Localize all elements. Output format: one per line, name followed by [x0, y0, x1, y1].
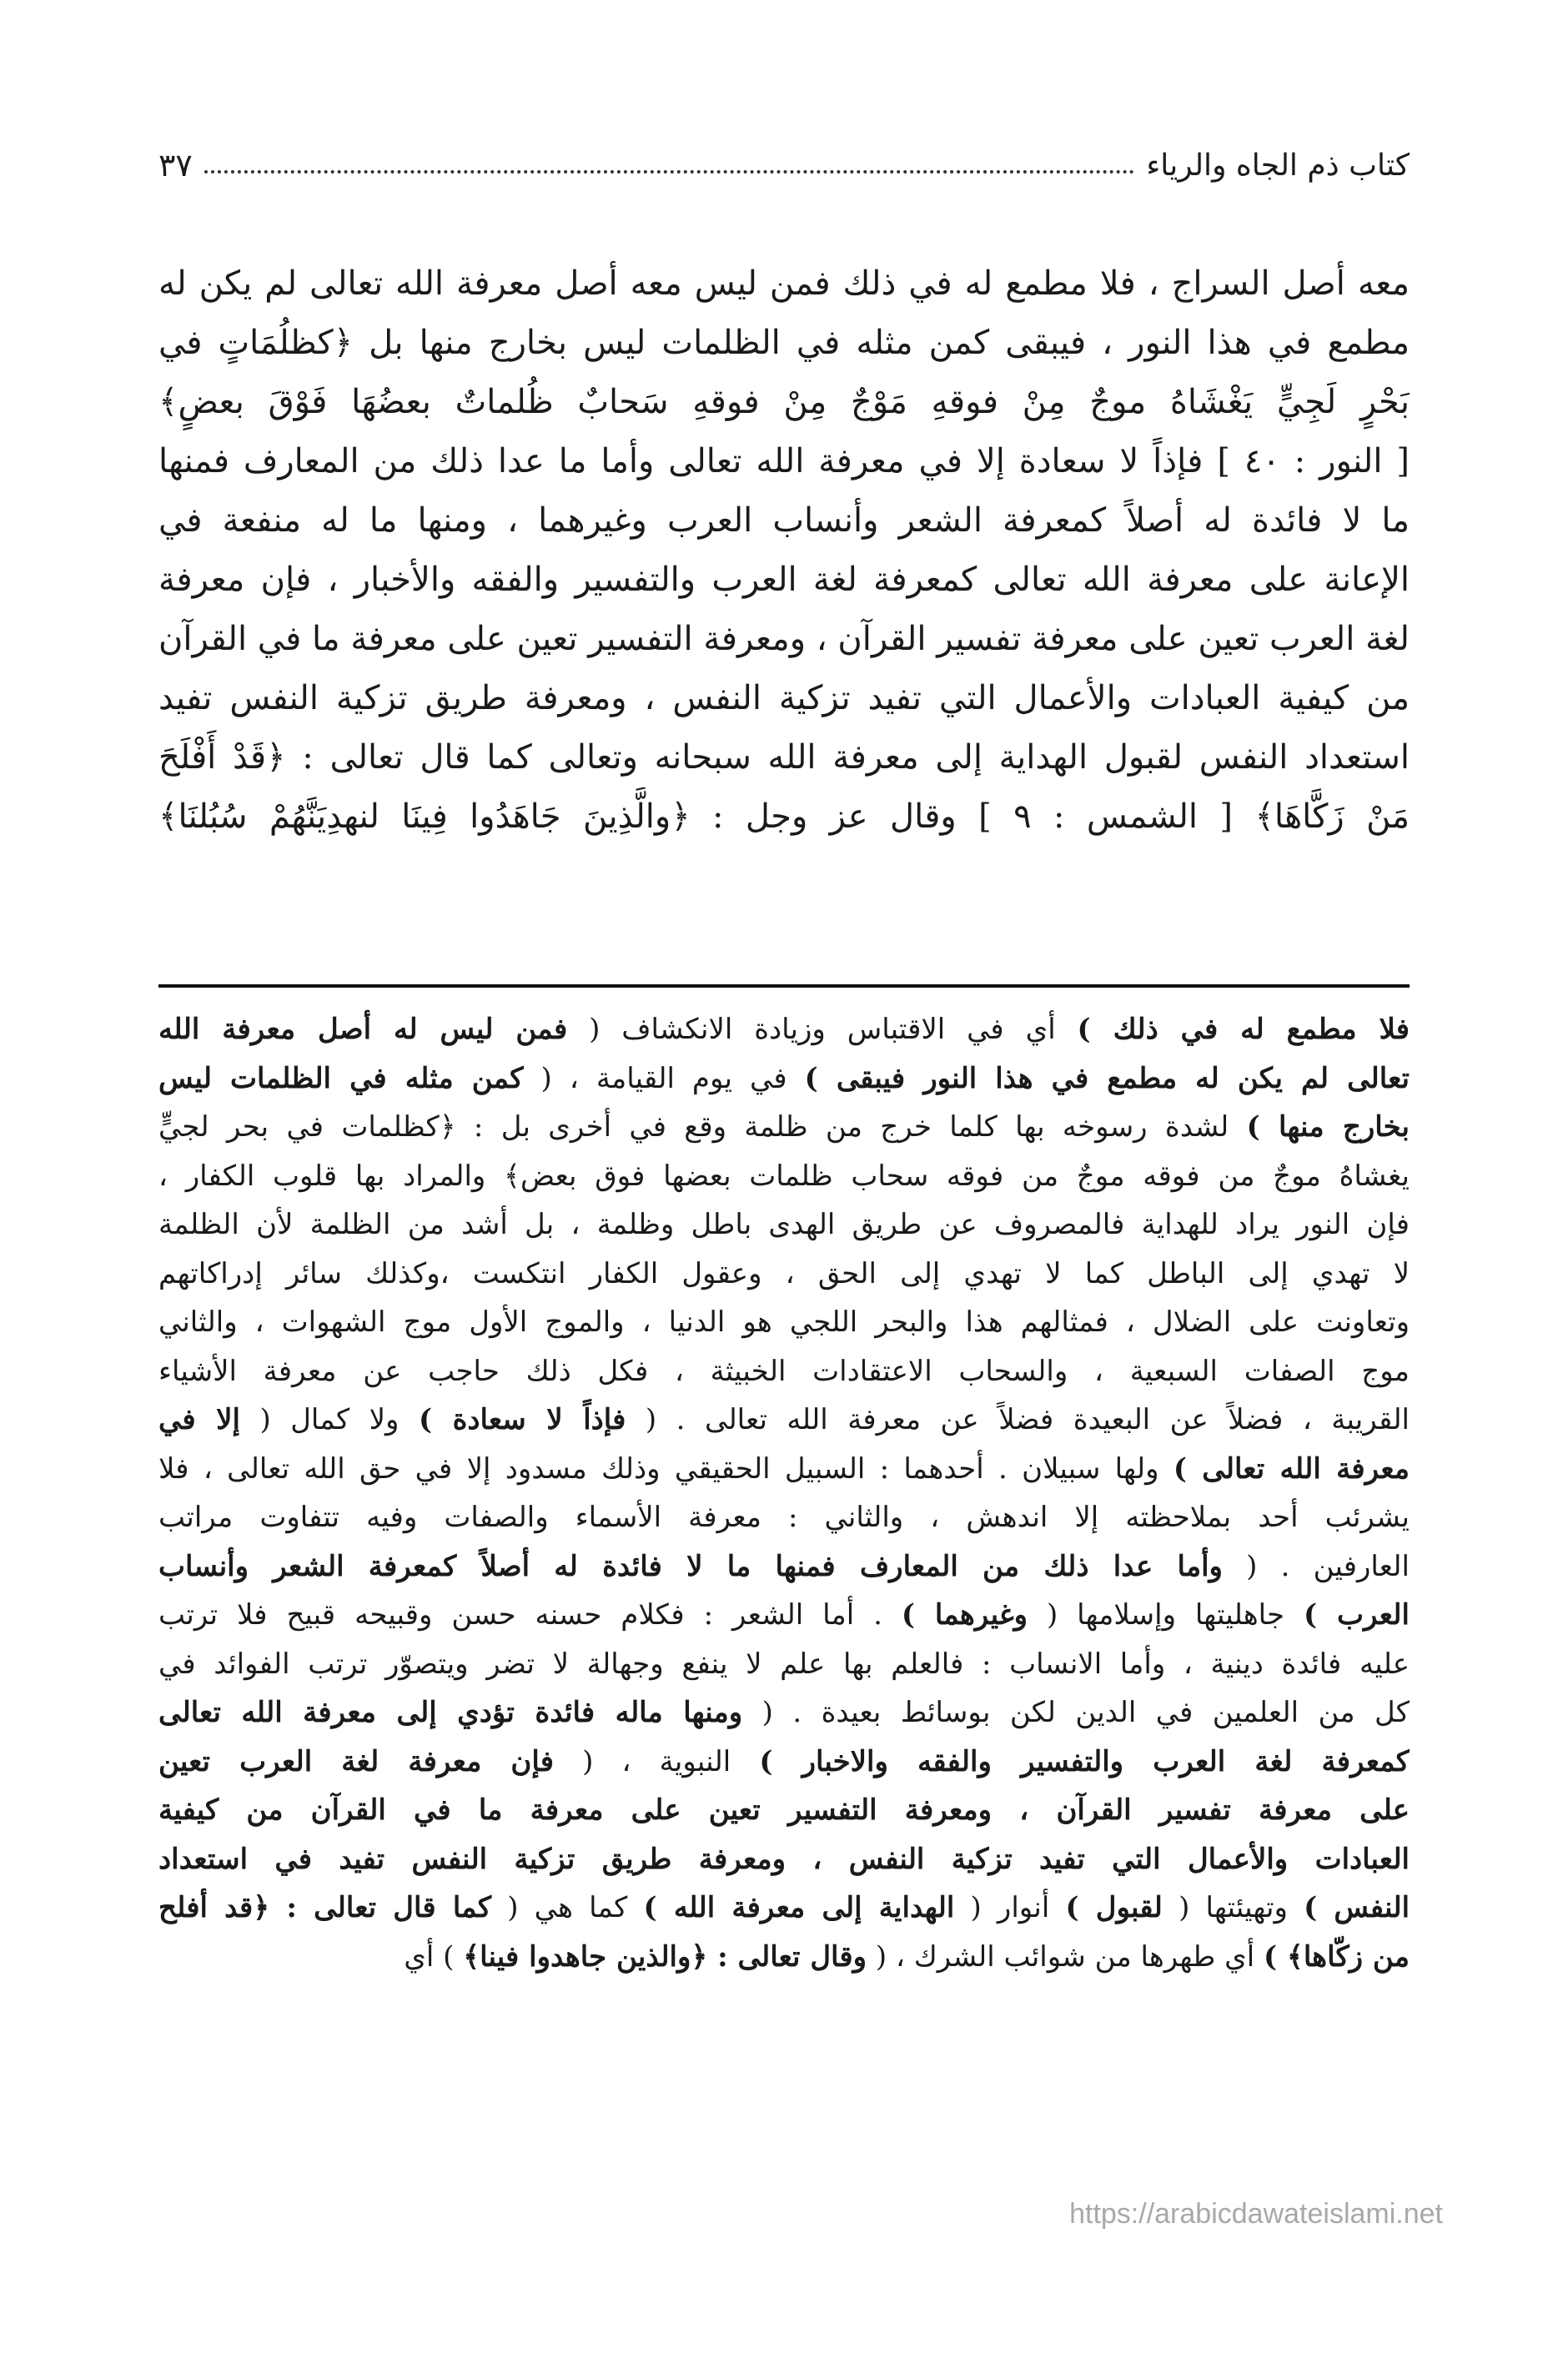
main-text-line: استعداد النفس لقبول الهداية إلى معرفة الله سبحانه وتعالى كما قال تعالى : ﴿قَدْ أَفْلَحَ	[158, 738, 1410, 777]
commentary-line	[158, 1152, 1410, 1201]
commentary-quoted-text: الهداية إلى معرفة الله )	[643, 1891, 955, 1924]
commentary-text: أي في الاقتباس وزيادة الانكشاف (	[567, 1013, 1078, 1046]
page-number: ٣٧	[158, 147, 193, 184]
commentary-quoted-text: وقال تعالى : ﴿والذين جاهدوا فينا﴾	[463, 1939, 867, 1974]
main-text-line: لغة العرب تعين على معرفة تفسير القرآن ، ومعرفة التفسير تعين على معرفة ما في القرآن	[158, 620, 1410, 658]
header-dotted-leader	[204, 170, 1134, 174]
commentary-text: ) أي	[404, 1939, 464, 1974]
commentary-text: وتهيئتها (	[1162, 1891, 1304, 1924]
commentary-text: كما هي (	[491, 1891, 644, 1924]
commentary-quoted-text: كمن مثله في الظلمات ليس	[158, 1061, 524, 1095]
commentary-text: يشرئب أحد بملاحظته إلا اندهش ، والثاني : معرفة الأسماء والصفات وفيه تتفاوت مراتب	[158, 1501, 1410, 1534]
commentary-divider	[158, 984, 1410, 988]
commentary-line	[158, 1640, 1410, 1689]
commentary-quoted-text: وأما عدا ذلك من المعارف فمنها ما لا فائدة له أصلاً كمعرفة الشعر وأنساب	[158, 1549, 1223, 1583]
commentary-text: عليه فائدة دينية ، وأما الانساب : فالعلم بها علم لا ينفع وجهالة لا تضر ويتصوّر ترتب الفوائد في	[158, 1647, 1410, 1681]
commentary-text: جاهليتها وإسلامها (	[1028, 1598, 1304, 1632]
commentary-quoted-text: ومنها ماله فائدة تؤدي إلى معرفة الله تعالى	[158, 1696, 743, 1729]
commentary-line	[158, 1445, 1410, 1494]
commentary-quoted-text: فمن ليس له أصل معرفة الله	[158, 1013, 568, 1046]
commentary-quoted-text: النفس )	[1304, 1891, 1410, 1924]
main-text-line: معه أصل السراج ، فلا مطمع له في ذلك فمن ليس معه أصل معرفة الله تعالى لم يكن له	[158, 264, 1410, 303]
commentary-line	[158, 1933, 1410, 1982]
commentary-line	[158, 1542, 1410, 1592]
main-text-line: بَحْرٍ لَجِيٍّ يَغْشَاهُ موجٌ مِنْ فوقهِ مَوْجٌ مِنْ فوقهِ سَحابٌ ظُلماتٌ بعضُهَا فَوْقَ بعضٍ﴾	[158, 383, 1410, 421]
commentary-line	[158, 1200, 1410, 1250]
commentary-text: العارفين . (	[1222, 1549, 1410, 1583]
commentary-quoted-text: إلا في	[158, 1403, 240, 1436]
chapter-title: كتاب ذم الجاه والرياء	[1146, 148, 1410, 183]
commentary-text: أنوار (	[954, 1891, 1066, 1924]
commentary-block	[158, 1005, 1410, 2198]
commentary-quoted-text: فلا مطمع له في ذلك )	[1077, 1013, 1410, 1046]
commentary-quoted-text: وغيرهما )	[901, 1598, 1028, 1632]
commentary-quoted-text: كمعرفة لغة العرب والتفسير والفقه والاخبار )	[759, 1744, 1410, 1778]
commentary-line	[158, 1738, 1410, 1787]
commentary-text: لا تهدي إلى الباطل كما لا تهدي إلى الحق ، وعقول الكفار انتكست ،وكذلك سائر إدراكاتهم	[158, 1256, 1410, 1290]
commentary-text: كل من العلمين في الدين لكن بوسائط بعيدة . (	[742, 1696, 1410, 1729]
commentary-quoted-text: فإذاً لا سعادة )	[418, 1403, 626, 1436]
commentary-line	[158, 1054, 1410, 1104]
commentary-quoted-text: العبادات والأعمال التي تفيد تزكية النفس ، ومعرفة طريق تزكية النفس تفيد في استعداد	[158, 1842, 1410, 1876]
commentary-line	[158, 1347, 1410, 1396]
commentary-quoted-text: معرفة الله تعالى )	[1173, 1451, 1410, 1486]
commentary-text: فإن النور يراد للهداية فالمصروف عن طريق الهدى باطل وظلمة ، بل أشد من الظلمة لأن الظلمة	[158, 1208, 1410, 1241]
main-text-line: [ النور : ٤٠ ] فإذاً لا سعادة إلا في معرفة الله تعالى وأما ما عدا ذلك من المعارف فمنها	[158, 442, 1410, 480]
commentary-line	[158, 1250, 1410, 1299]
commentary-text: وتعاونت على الضلال ، فمثالهم هذا والبحر اللجي هو الدنيا ، والموج الأول موج الشهوات ، والثاني	[158, 1305, 1410, 1339]
commentary-line	[158, 1786, 1410, 1835]
commentary-text: أي طهرها من شوائب الشرك ، (	[867, 1939, 1264, 1974]
commentary-text: يغشاهُ موجٌ من فوقه موجٌ من فوقه سحاب ظلمات بعضها فوق بعض﴾ والمراد بها قلوب الكفار ،	[158, 1159, 1410, 1193]
main-text-line: مَنْ زَكَّاهَا﴾ [ الشمس : ٩ ] وقال عز وجل : ﴿والَّذِينَ جَاهَدُوا فِينَا لنهدِيَنَّهُمْ سُبُلنَا﴾	[158, 797, 1410, 836]
commentary-line	[158, 1103, 1410, 1152]
commentary-line	[158, 1396, 1410, 1445]
commentary-line	[158, 1591, 1410, 1640]
commentary-line	[158, 1493, 1410, 1542]
commentary-text: ولها سبيلان . أحدهما : السبيل الحقيقي وذلك مسدود إلا في حق الله تعالى ، فلا	[158, 1451, 1173, 1486]
running-header	[158, 140, 1410, 190]
commentary-line	[158, 1298, 1410, 1347]
commentary-quoted-text: لقبول )	[1065, 1891, 1163, 1924]
commentary-text: . أما الشعر : فكلام حسنه حسن وقبيحه قبيح فلا ترتب	[158, 1598, 902, 1632]
commentary-text: في يوم القيامة ، (	[523, 1061, 805, 1095]
commentary-text: النبوية ، (	[554, 1744, 760, 1778]
main-text-line: ما لا فائدة له أصلاً كمعرفة الشعر وأنساب العرب وغيرهما ، ومنها ما له منفعة في	[158, 501, 1410, 540]
commentary-text: لشدة رسوخه بها كلما خرج من ظلمة وقع في أخرى بل : ﴿كظلمات في بحر لجيٍّ	[158, 1110, 1247, 1144]
commentary-quoted-text: على معرفة تفسير القرآن ، ومعرفة التفسير تعين على معرفة ما في القرآن من كيفية	[158, 1793, 1410, 1827]
main-text-block	[158, 254, 1410, 972]
commentary-text: القريبة ، فضلاً عن البعيدة فضلاً عن معرفة الله تعالى . (	[626, 1403, 1410, 1436]
commentary-line	[158, 1005, 1410, 1054]
commentary-quoted-text: بخارج منها )	[1246, 1110, 1410, 1144]
main-text-line: من كيفية العبادات والأعمال التي تفيد تزكية النفس ، ومعرفة طريق تزكية النفس تفيد	[158, 679, 1410, 717]
main-text-line: مطمع في هذا النور ، فيبقى كمن مثله في الظلمات ليس بخارج منها بل ﴿كظلُمَاتٍ في	[158, 324, 1410, 362]
commentary-text: موج الصفات السبعية ، والسحاب الاعتقادات الخبيثة ، فكل ذلك حاجب عن معرفة الأشياء	[158, 1354, 1410, 1388]
main-text-line: الإعانة على معرفة الله تعالى كمعرفة لغة العرب والتفسير والفقه والأخبار ، فإن معرفة	[158, 561, 1410, 599]
commentary-quoted-text: العرب )	[1303, 1598, 1410, 1632]
commentary-line	[158, 1884, 1410, 1933]
commentary-quoted-text: من زكّاها﴾ )	[1263, 1939, 1410, 1974]
commentary-text: ولا كمال (	[239, 1403, 419, 1436]
commentary-quoted-text: تعالى لم يكن له مطمع في هذا النور فيبقى )	[804, 1061, 1410, 1095]
commentary-line	[158, 1688, 1410, 1738]
commentary-quoted-text: فإن معرفة لغة العرب تعين	[158, 1744, 555, 1778]
commentary-quoted-text: كما قال تعالى : ﴿قد أفلح	[158, 1891, 492, 1924]
commentary-line	[158, 1835, 1410, 1884]
watermark-url: https://arabicdawateislami.net	[1069, 2198, 1443, 2230]
